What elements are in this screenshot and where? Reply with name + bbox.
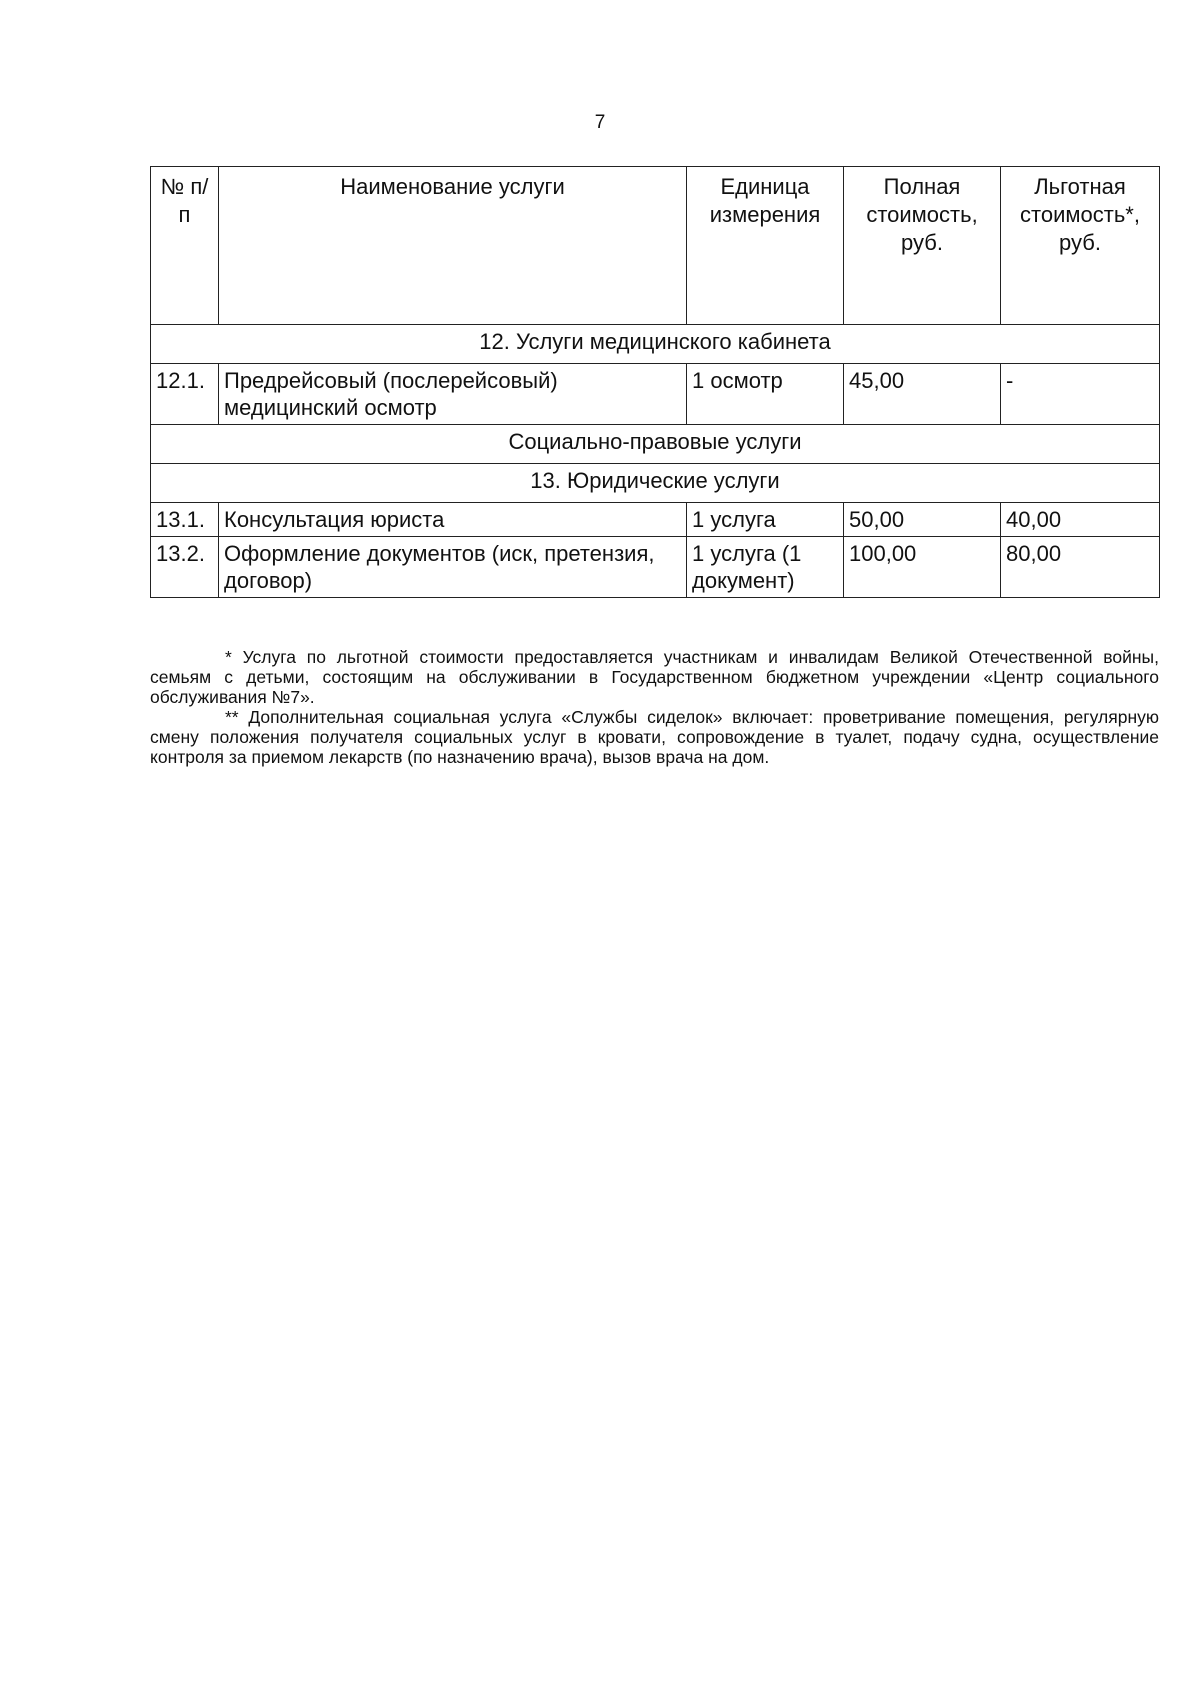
- section-row: [151, 325, 1160, 364]
- header-unit: Единица измерения: [687, 167, 844, 325]
- header-full-price: Полная стоимость, руб.: [844, 167, 1001, 325]
- header-name: Наименование услуги: [219, 167, 687, 325]
- row-name: Предрейсовый (послерейсовый) медицинский осмотр: [219, 364, 687, 425]
- row-discount-price: -: [1001, 364, 1160, 425]
- header-discount-price: Льготная стоимость*, руб.: [1001, 167, 1160, 325]
- footnote-caregivers: ** Дополнительная социальная услуга «Службы сиделок» включает: проветривание помещения, регулярную смену положения получателя социальных услуг в кровати, сопровождение в туалет, подачу судна, осуществление контроля за приемом лекарств (по назначению врача), вызов врача на дом.: [150, 707, 1159, 767]
- footnotes: [150, 647, 1159, 767]
- section-row: [151, 464, 1160, 503]
- section-title-legal: 13. Юридические услуги: [151, 464, 1160, 503]
- page-number: 7: [594, 112, 606, 133]
- section-title-medical: 12. Услуги медицинского кабинета: [151, 325, 1160, 364]
- row-full-price: 100,00: [844, 537, 1001, 598]
- row-unit: 1 услуга: [687, 503, 844, 537]
- row-unit: 1 услуга (1 документ): [687, 537, 844, 598]
- table-row: [151, 537, 1160, 598]
- row-num: 12.1.: [151, 364, 219, 425]
- row-name: Оформление документов (иск, претензия, договор): [219, 537, 687, 598]
- row-full-price: 50,00: [844, 503, 1001, 537]
- row-unit: 1 осмотр: [687, 364, 844, 425]
- header-num: № п/п: [151, 167, 219, 325]
- row-num: 13.1.: [151, 503, 219, 537]
- table-header-row: [151, 167, 1160, 325]
- services-price-table: [150, 166, 1160, 598]
- row-full-price: 45,00: [844, 364, 1001, 425]
- row-name: Консультация юриста: [219, 503, 687, 537]
- footnote-discount: * Услуга по льготной стоимости предоставляется участникам и инвалидам Великой Отечественной войны, семьям с детьми, состоящим на обслуживании в Государственном бюджетном учреждении «Центр социального обслуживания №7».: [150, 647, 1159, 707]
- row-discount-price: 80,00: [1001, 537, 1160, 598]
- section-title-social-legal: Социально-правовые услуги: [151, 425, 1160, 464]
- section-row: [151, 425, 1160, 464]
- row-discount-price: 40,00: [1001, 503, 1160, 537]
- table-row: [151, 364, 1160, 425]
- table-row: [151, 503, 1160, 537]
- row-num: 13.2.: [151, 537, 219, 598]
